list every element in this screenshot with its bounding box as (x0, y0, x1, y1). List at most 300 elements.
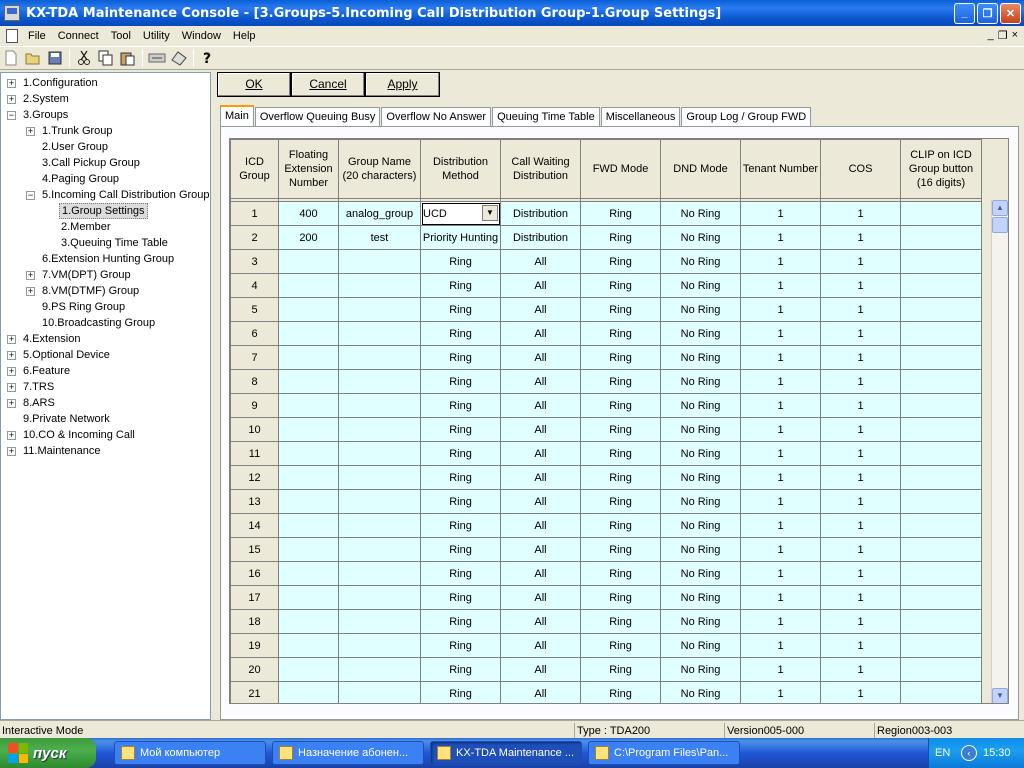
grid-cell[interactable] (901, 298, 982, 322)
grid-cell[interactable]: All (501, 442, 581, 466)
grid-cell[interactable]: No Ring (661, 250, 741, 274)
taskbar-button[interactable] (430, 741, 582, 765)
expand-icon[interactable]: + (8, 78, 15, 88)
grid-cell[interactable] (901, 490, 982, 514)
column-header[interactable] (741, 140, 821, 199)
grid-cell[interactable]: Ring (421, 370, 501, 394)
grid-cell[interactable]: 1 (741, 202, 821, 226)
grid-cell[interactable] (339, 682, 421, 705)
grid-cell[interactable] (279, 538, 339, 562)
title-bar[interactable] (0, 0, 1024, 26)
grid-cell[interactable]: Ring (421, 562, 501, 586)
grid-cell[interactable]: Ring (421, 538, 501, 562)
tree-item-label[interactable]: 2.Member (61, 221, 111, 233)
grid-cell[interactable] (279, 490, 339, 514)
grid-cell[interactable] (279, 634, 339, 658)
distribution-method-dropdown[interactable] (421, 202, 501, 226)
tab-group-log-group-fwd[interactable]: Group Log / Group FWD (681, 107, 811, 126)
grid-cell[interactable]: All (501, 250, 581, 274)
clock[interactable]: 15:30 (983, 747, 1011, 759)
grid-cell[interactable]: 1 (821, 610, 901, 634)
tree-item[interactable] (1, 171, 210, 187)
grid-cell[interactable]: No Ring (661, 442, 741, 466)
grid-cell[interactable]: 1 (741, 562, 821, 586)
language-indicator[interactable]: EN (935, 747, 951, 759)
tree-item-label[interactable]: 9.PS Ring Group (42, 301, 126, 313)
grid-cell[interactable]: 1 (741, 658, 821, 682)
tree-item-label[interactable]: 5.Incoming Call Distribution Group (42, 189, 210, 201)
restore-button[interactable]: ❐ (977, 3, 998, 24)
grid-cell[interactable]: All (501, 274, 581, 298)
grid-cell[interactable]: 200 (279, 226, 339, 250)
grid-cell[interactable]: All (501, 370, 581, 394)
grid-cell[interactable]: No Ring (661, 202, 741, 226)
grid-cell[interactable] (901, 250, 982, 274)
grid-cell[interactable] (901, 562, 982, 586)
paste-icon[interactable] (117, 48, 139, 68)
tree-item[interactable] (1, 315, 210, 331)
grid-cell[interactable]: All (501, 562, 581, 586)
tree-item[interactable] (1, 251, 210, 267)
grid-cell[interactable]: 1 (821, 466, 901, 490)
scroll-up-icon[interactable]: ▲ (992, 200, 1008, 216)
tree-item[interactable] (1, 411, 210, 427)
tree-item-label[interactable]: 1.Group Settings (59, 203, 148, 219)
tree-item-label[interactable]: 7.VM(DPT) Group (42, 269, 131, 281)
grid-cell[interactable]: Ring (421, 586, 501, 610)
grid-cell[interactable]: Ring (421, 658, 501, 682)
grid-cell[interactable] (279, 658, 339, 682)
mdi-minimize-button[interactable]: _ (987, 29, 994, 41)
grid-cell[interactable]: All (501, 538, 581, 562)
grid-cell[interactable] (901, 322, 982, 346)
grid-cell[interactable]: Ring (581, 514, 661, 538)
menu-help[interactable]: Help (232, 29, 256, 42)
grid-cell[interactable]: No Ring (661, 466, 741, 490)
tree-item[interactable] (1, 363, 210, 379)
grid-cell[interactable]: Ring (581, 274, 661, 298)
menu-file[interactable]: File (28, 29, 46, 42)
tree-item[interactable] (1, 203, 210, 219)
grid-cell[interactable]: 1 (741, 442, 821, 466)
column-header[interactable] (661, 140, 741, 199)
grid-cell[interactable]: Ring (421, 418, 501, 442)
grid-cell[interactable]: No Ring (661, 274, 741, 298)
grid-cell[interactable]: Ring (581, 586, 661, 610)
grid-cell[interactable]: 1 (741, 274, 821, 298)
grid-cell[interactable]: No Ring (661, 298, 741, 322)
grid-cell[interactable] (339, 610, 421, 634)
taskbar-button[interactable] (272, 741, 424, 765)
grid-cell[interactable]: Ring (581, 322, 661, 346)
connect-icon[interactable] (146, 48, 168, 68)
column-header[interactable] (279, 140, 339, 199)
grid-cell[interactable]: Priority Hunting (421, 226, 501, 250)
grid-cell[interactable]: No Ring (661, 226, 741, 250)
grid-cell[interactable]: All (501, 490, 581, 514)
dropdown-arrow-icon[interactable]: ▼ (482, 205, 498, 221)
grid-cell[interactable]: Distribution (501, 202, 581, 226)
tree-item[interactable] (1, 75, 210, 91)
grid-cell[interactable] (279, 394, 339, 418)
grid-cell[interactable]: 1 (741, 466, 821, 490)
tree-item-label[interactable]: 2.User Group (42, 141, 109, 153)
grid-cell[interactable]: analog_group (339, 202, 421, 226)
column-header[interactable] (901, 140, 982, 199)
grid-cell[interactable] (279, 610, 339, 634)
grid-cell[interactable]: 1 (821, 274, 901, 298)
grid-cell[interactable] (339, 346, 421, 370)
tree-item-label[interactable]: 3.Call Pickup Group (42, 157, 140, 169)
grid-cell[interactable] (901, 634, 982, 658)
tree-item[interactable] (1, 347, 210, 363)
tree-item-label[interactable]: 4.Extension (23, 333, 81, 345)
save-icon[interactable] (44, 48, 66, 68)
grid-cell[interactable]: All (501, 346, 581, 370)
grid-cell[interactable]: Ring (581, 346, 661, 370)
grid-cell[interactable]: Ring (581, 658, 661, 682)
navigation-tree[interactable] (0, 72, 211, 720)
grid-cell[interactable]: Ring (581, 298, 661, 322)
grid-cell[interactable]: All (501, 634, 581, 658)
tree-item-label[interactable]: 1.Configuration (23, 77, 98, 89)
grid-cell[interactable]: 1 (741, 490, 821, 514)
tree-item[interactable] (1, 331, 210, 347)
collapse-icon[interactable]: − (8, 110, 15, 120)
close-button[interactable]: ✕ (1000, 3, 1021, 24)
group-settings-grid[interactable] (229, 138, 1009, 704)
open-icon[interactable] (22, 48, 44, 68)
copy-icon[interactable] (95, 48, 117, 68)
grid-cell[interactable]: Ring (581, 442, 661, 466)
grid-cell[interactable]: Ring (581, 634, 661, 658)
tree-item[interactable] (1, 123, 210, 139)
grid-cell[interactable]: No Ring (661, 538, 741, 562)
expand-icon[interactable]: + (8, 366, 15, 376)
grid-cell[interactable]: 1 (741, 418, 821, 442)
grid-cell[interactable]: Distribution (501, 226, 581, 250)
collapse-icon[interactable]: − (27, 190, 34, 200)
menu-connect[interactable]: Connect (57, 29, 99, 42)
expand-icon[interactable]: + (8, 398, 15, 408)
grid-cell[interactable]: 1 (741, 610, 821, 634)
grid-cell[interactable]: No Ring (661, 370, 741, 394)
tree-item-label[interactable]: 3.Queuing Time Table (61, 237, 168, 249)
grid-cell[interactable] (279, 298, 339, 322)
grid-cell[interactable] (339, 562, 421, 586)
grid-cell[interactable]: 1 (741, 634, 821, 658)
tree-item-label[interactable]: 8.VM(DTMF) Group (42, 285, 140, 297)
grid-cell[interactable]: 400 (279, 202, 339, 226)
grid-cell[interactable]: Ring (581, 682, 661, 705)
cancel-button[interactable]: Cancel (291, 72, 365, 97)
help-icon[interactable] (197, 48, 219, 68)
grid-cell[interactable]: All (501, 322, 581, 346)
grid-cell[interactable]: Ring (421, 514, 501, 538)
tree-item-label[interactable]: 7.TRS (23, 381, 55, 393)
grid-cell[interactable]: Ring (421, 298, 501, 322)
tree-item-label[interactable]: 11.Maintenance (23, 445, 101, 457)
tree-item[interactable] (1, 283, 210, 299)
scroll-down-icon[interactable]: ▼ (992, 688, 1008, 704)
grid-cell[interactable]: 1 (821, 250, 901, 274)
grid-cell[interactable]: 1 (741, 346, 821, 370)
grid-cell[interactable] (279, 250, 339, 274)
grid-cell[interactable]: All (501, 586, 581, 610)
grid-cell[interactable]: All (501, 610, 581, 634)
minimize-button[interactable]: _ (954, 3, 975, 24)
grid-cell[interactable] (339, 370, 421, 394)
grid-cell[interactable]: No Ring (661, 490, 741, 514)
grid-cell[interactable]: Ring (421, 490, 501, 514)
tree-item-label[interactable]: 1.Trunk Group (42, 125, 113, 137)
grid-cell[interactable]: test (339, 226, 421, 250)
grid-cell[interactable]: Ring (421, 634, 501, 658)
start-button[interactable] (0, 738, 96, 768)
grid-cell[interactable] (339, 586, 421, 610)
taskbar-button[interactable] (588, 741, 740, 765)
grid-cell[interactable] (339, 658, 421, 682)
grid-cell[interactable] (279, 274, 339, 298)
tree-item-label[interactable]: 9.Private Network (23, 413, 110, 425)
grid-cell[interactable] (339, 442, 421, 466)
grid-cell[interactable]: No Ring (661, 658, 741, 682)
grid-cell[interactable]: Ring (581, 562, 661, 586)
grid-cell[interactable]: No Ring (661, 634, 741, 658)
column-header[interactable] (421, 140, 501, 199)
grid-cell[interactable]: 1 (741, 322, 821, 346)
grid-cell[interactable] (339, 490, 421, 514)
grid-cell[interactable] (901, 538, 982, 562)
grid-cell[interactable] (279, 586, 339, 610)
column-header[interactable] (581, 140, 661, 199)
taskbar-button[interactable] (114, 741, 266, 765)
grid-cell[interactable] (279, 442, 339, 466)
tree-item[interactable] (1, 299, 210, 315)
grid-cell[interactable]: All (501, 418, 581, 442)
grid-cell[interactable]: No Ring (661, 562, 741, 586)
grid-cell[interactable]: 1 (821, 418, 901, 442)
tree-item[interactable] (1, 91, 210, 107)
tree-item[interactable] (1, 139, 210, 155)
grid-cell[interactable] (901, 514, 982, 538)
tree-item[interactable] (1, 427, 210, 443)
expand-icon[interactable]: + (27, 270, 34, 280)
tree-item-label[interactable]: 8.ARS (23, 397, 55, 409)
grid-cell[interactable]: All (501, 394, 581, 418)
column-header[interactable] (821, 140, 901, 199)
new-icon[interactable] (0, 48, 22, 68)
grid-cell[interactable] (279, 322, 339, 346)
grid-cell[interactable]: No Ring (661, 418, 741, 442)
tree-item-label[interactable]: 2.System (23, 93, 69, 105)
expand-icon[interactable]: + (8, 350, 15, 360)
grid-cell[interactable]: Ring (421, 322, 501, 346)
grid-cell[interactable] (901, 658, 982, 682)
tree-item-label[interactable]: 10.Broadcasting Group (42, 317, 156, 329)
cut-icon[interactable] (73, 48, 95, 68)
tree-item[interactable] (1, 395, 210, 411)
grid-cell[interactable] (339, 394, 421, 418)
grid-cell[interactable] (901, 442, 982, 466)
scroll-thumb[interactable] (992, 217, 1008, 233)
grid-cell[interactable] (901, 682, 982, 705)
tree-item[interactable] (1, 219, 210, 235)
tree-item[interactable] (1, 379, 210, 395)
grid-cell[interactable]: 1 (741, 250, 821, 274)
grid-cell[interactable]: No Ring (661, 586, 741, 610)
grid-cell[interactable]: Ring (581, 418, 661, 442)
grid-cell[interactable] (339, 514, 421, 538)
tree-item-label[interactable]: 10.CO & Incoming Call (23, 429, 135, 441)
grid-cell[interactable] (339, 250, 421, 274)
grid-cell[interactable] (339, 274, 421, 298)
grid-cell[interactable] (339, 538, 421, 562)
grid-cell[interactable] (339, 634, 421, 658)
grid-cell[interactable]: Ring (421, 250, 501, 274)
grid-cell[interactable]: Ring (421, 682, 501, 705)
tab-miscellaneous[interactable]: Miscellaneous (601, 107, 681, 126)
grid-cell[interactable]: 1 (821, 202, 901, 226)
grid-cell[interactable]: All (501, 514, 581, 538)
expand-icon[interactable]: + (8, 446, 15, 456)
grid-cell[interactable]: 1 (741, 514, 821, 538)
grid-cell[interactable]: No Ring (661, 394, 741, 418)
grid-cell[interactable]: Ring (421, 274, 501, 298)
grid-cell[interactable] (901, 418, 982, 442)
grid-cell[interactable]: Ring (581, 610, 661, 634)
tree-item-label[interactable]: 3.Groups (23, 109, 69, 121)
grid-vertical-scrollbar[interactable] (991, 200, 1008, 704)
grid-cell[interactable]: 1 (741, 394, 821, 418)
grid-cell[interactable]: Ring (581, 490, 661, 514)
grid-cell[interactable]: 1 (821, 514, 901, 538)
grid-cell[interactable]: Ring (581, 226, 661, 250)
grid-cell[interactable]: 1 (821, 586, 901, 610)
grid-cell[interactable]: 1 (821, 322, 901, 346)
grid-cell[interactable] (339, 418, 421, 442)
grid-cell[interactable] (279, 346, 339, 370)
grid-cell[interactable] (901, 346, 982, 370)
grid-cell[interactable]: Ring (581, 538, 661, 562)
expand-icon[interactable]: + (8, 430, 15, 440)
grid-cell[interactable]: 1 (821, 442, 901, 466)
grid-cell[interactable] (279, 514, 339, 538)
grid-cell[interactable]: 1 (821, 538, 901, 562)
menu-tool[interactable]: Tool (110, 29, 131, 42)
tree-item-label[interactable]: 6.Extension Hunting Group (42, 253, 175, 265)
grid-cell[interactable]: 1 (741, 370, 821, 394)
grid-cell[interactable]: All (501, 298, 581, 322)
grid-cell[interactable] (279, 418, 339, 442)
grid-cell[interactable]: 1 (741, 586, 821, 610)
grid-cell[interactable] (339, 466, 421, 490)
grid-cell[interactable]: 1 (821, 634, 901, 658)
grid-cell[interactable]: 1 (821, 370, 901, 394)
tree-item-label[interactable]: 6.Feature (23, 365, 71, 377)
tree-item[interactable] (1, 155, 210, 171)
expand-icon[interactable]: + (8, 94, 15, 104)
grid-cell[interactable] (901, 610, 982, 634)
disconnect-icon[interactable] (168, 48, 190, 68)
ok-button[interactable]: OK (217, 72, 291, 97)
grid-cell[interactable]: No Ring (661, 610, 741, 634)
mdi-restore-button[interactable]: ❐ (997, 30, 1008, 42)
grid-cell[interactable]: 1 (741, 226, 821, 250)
grid-cell[interactable]: 1 (821, 226, 901, 250)
tree-item[interactable] (1, 187, 210, 203)
grid-cell[interactable] (279, 562, 339, 586)
grid-cell[interactable]: All (501, 466, 581, 490)
grid-cell[interactable]: 1 (821, 394, 901, 418)
grid-cell[interactable]: 1 (821, 682, 901, 705)
grid-cell[interactable]: Ring (581, 202, 661, 226)
column-header[interactable] (339, 140, 421, 199)
tab-main[interactable]: Main (220, 105, 254, 127)
grid-cell[interactable]: No Ring (661, 322, 741, 346)
expand-icon[interactable]: + (8, 334, 15, 344)
expand-icon[interactable]: + (8, 382, 15, 392)
grid-cell[interactable] (901, 202, 982, 226)
grid-cell[interactable] (901, 394, 982, 418)
tree-item[interactable] (1, 443, 210, 459)
tray-expand-icon[interactable]: ‹ (961, 745, 977, 761)
document-icon[interactable] (6, 29, 18, 43)
grid-cell[interactable]: 1 (821, 346, 901, 370)
grid-cell[interactable] (279, 466, 339, 490)
tree-item-label[interactable]: 5.Optional Device (23, 349, 110, 361)
grid-cell[interactable]: Ring (581, 466, 661, 490)
grid-cell[interactable] (901, 274, 982, 298)
app-icon[interactable] (4, 5, 20, 21)
grid-cell[interactable] (901, 226, 982, 250)
grid-cell[interactable]: 1 (821, 658, 901, 682)
menu-window[interactable]: Window (181, 29, 221, 42)
column-header[interactable] (501, 140, 581, 199)
grid-cell[interactable]: All (501, 658, 581, 682)
grid-cell[interactable] (279, 370, 339, 394)
grid-cell[interactable]: No Ring (661, 682, 741, 705)
tab-queuing-time-table[interactable]: Queuing Time Table (492, 107, 600, 126)
tree-item-label[interactable]: 4.Paging Group (42, 173, 120, 185)
grid-cell[interactable]: 1 (741, 682, 821, 705)
column-header[interactable] (231, 140, 279, 199)
grid-cell[interactable]: 1 (821, 490, 901, 514)
grid-cell[interactable]: Ring (421, 394, 501, 418)
grid-cell[interactable]: 1 (821, 298, 901, 322)
tree-item[interactable] (1, 267, 210, 283)
grid-cell[interactable]: 1 (741, 298, 821, 322)
grid-cell[interactable]: 1 (741, 538, 821, 562)
grid-cell[interactable]: Ring (421, 346, 501, 370)
grid-cell[interactable] (901, 370, 982, 394)
grid-cell[interactable]: Ring (581, 370, 661, 394)
grid-cell[interactable]: All (501, 682, 581, 705)
grid-cell[interactable] (901, 466, 982, 490)
grid-cell[interactable]: Ring (581, 250, 661, 274)
tree-item[interactable] (1, 235, 210, 251)
grid-cell[interactable] (279, 682, 339, 705)
expand-icon[interactable]: + (27, 286, 34, 296)
grid-cell[interactable]: No Ring (661, 346, 741, 370)
grid-cell[interactable] (339, 322, 421, 346)
grid-cell[interactable]: Ring (581, 394, 661, 418)
apply-button[interactable]: Apply (365, 72, 440, 97)
mdi-close-button[interactable]: × (1011, 29, 1018, 41)
tab-overflow-no-answer[interactable]: Overflow No Answer (381, 107, 491, 126)
grid-cell[interactable] (339, 298, 421, 322)
menu-utility[interactable]: Utility (142, 29, 170, 42)
